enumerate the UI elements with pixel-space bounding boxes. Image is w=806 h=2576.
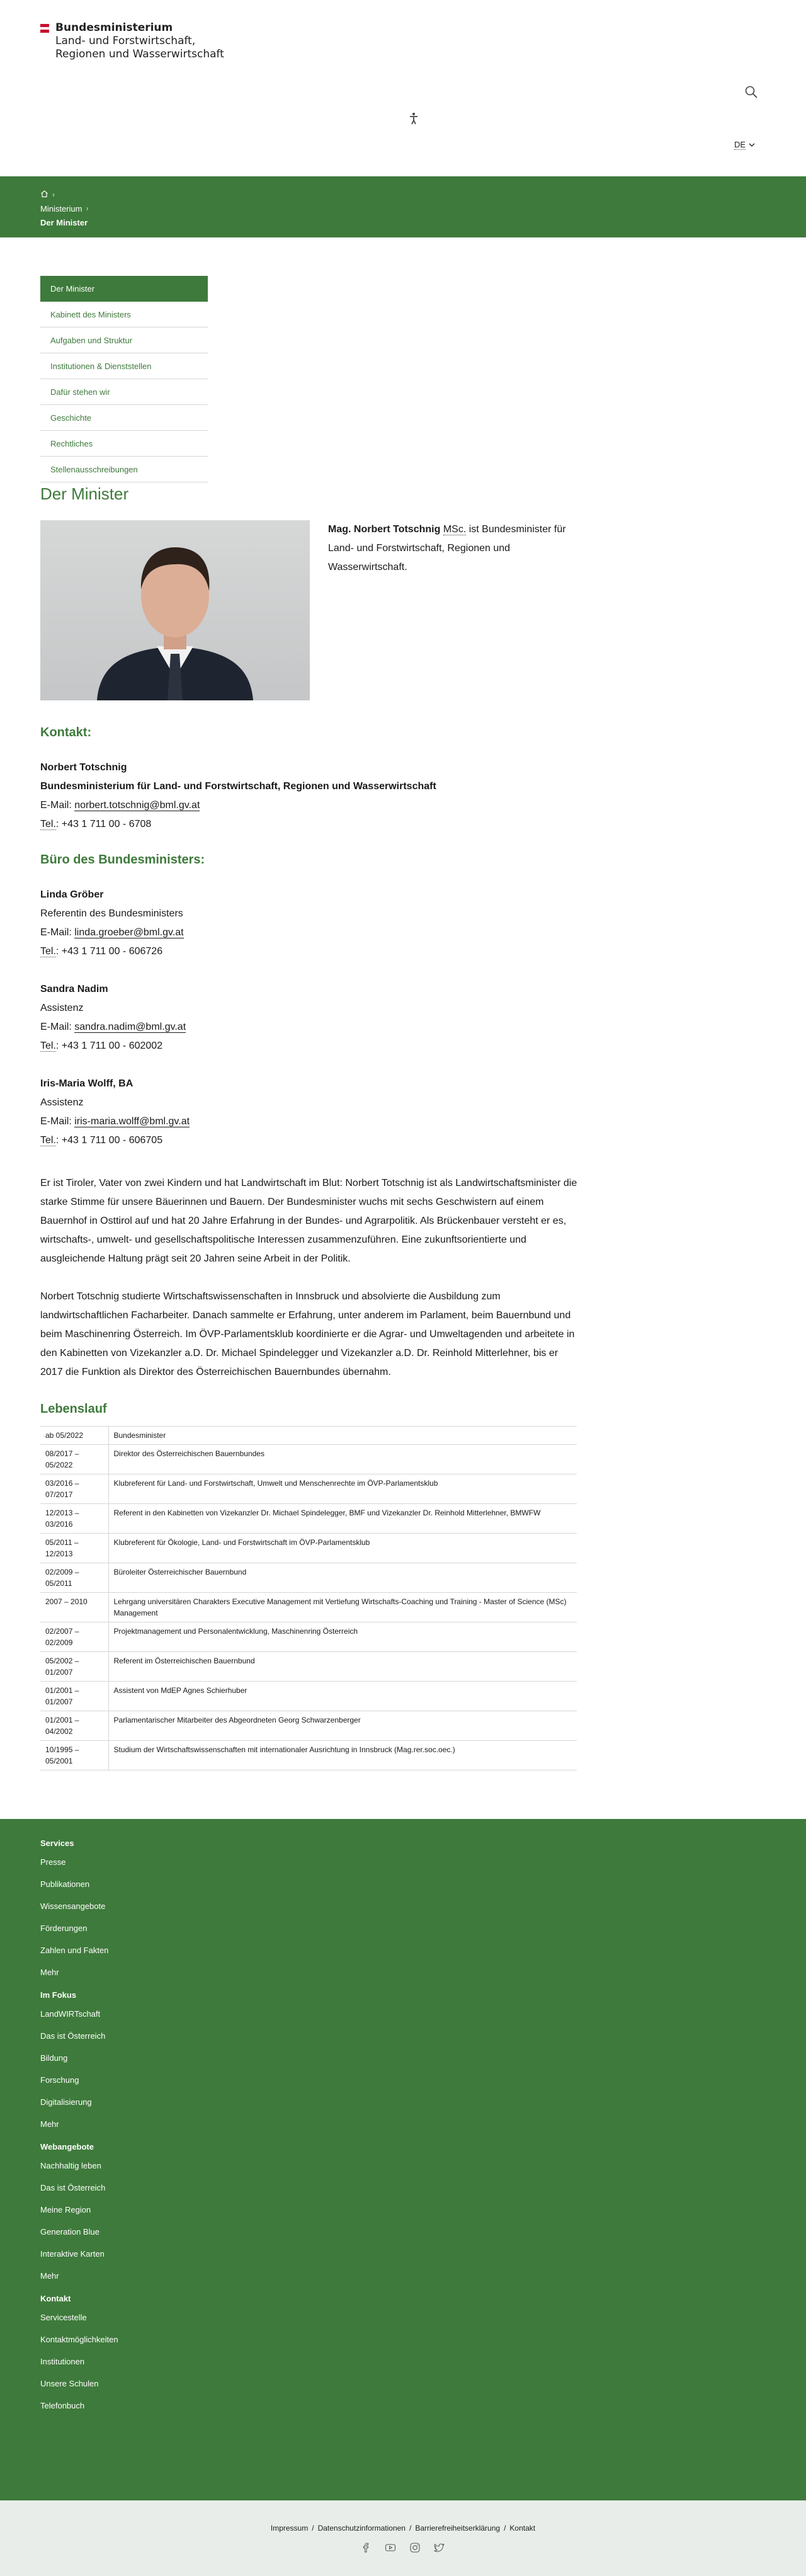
lebenslauf-heading: Lebenslauf [40, 1402, 107, 1416]
breadcrumb [0, 176, 806, 237]
email-label: E-Mail: [40, 927, 75, 938]
staff-tel-row [40, 942, 582, 961]
site-footer [0, 1819, 806, 2500]
email-link[interactable]: linda.groeber@bml.gv.at [74, 927, 184, 938]
minister-contact [40, 758, 582, 834]
sidenav-item-dafuer[interactable]: Dafür stehen wir [40, 379, 208, 405]
footer-link[interactable]: Forschung [40, 2075, 79, 2085]
minister-intro [328, 520, 580, 577]
cv-date: 02/2007 – 02/2009 [40, 1622, 108, 1652]
table-row [40, 1622, 577, 1652]
footer-section-webangebote [40, 2141, 766, 2282]
lebenslauf-table [40, 1426, 577, 1770]
footer-link[interactable]: Generation Blue [40, 2227, 99, 2237]
footer-link[interactable]: Publikationen [40, 1879, 90, 1889]
sidenav-item-kabinett[interactable]: Kabinett des Ministers [40, 302, 208, 328]
table-row [40, 1563, 577, 1593]
cv-date: 2007 – 2010 [40, 1593, 108, 1622]
breadcrumb-separator: › [52, 190, 55, 199]
footer-link[interactable]: LandWIRTschaft [40, 2009, 101, 2019]
impressum-link[interactable]: Impressum [270, 2524, 309, 2533]
contact-and-bio [40, 717, 582, 1770]
table-row [40, 1652, 577, 1682]
language-code: DE [734, 140, 746, 149]
footer-link[interactable]: Presse [40, 1857, 66, 1867]
table-row [40, 1474, 577, 1504]
facebook-icon[interactable] [360, 2542, 372, 2553]
breadcrumb-current: Der Minister [40, 217, 88, 227]
staff-contact [40, 1074, 582, 1150]
tel-label: Tel. [40, 1040, 56, 1051]
footer-section-services [40, 1838, 766, 1978]
cv-text: Projektmanagement und Personalentwicklung, Maschinenring Österreich [108, 1622, 577, 1652]
footer-link[interactable]: Digitalisierung [40, 2097, 92, 2107]
link-separator: / [409, 2524, 412, 2533]
staff-tel-row [40, 1037, 582, 1056]
breadcrumb-separator: › [86, 204, 89, 213]
footer-heading: Kontakt [40, 2294, 71, 2303]
footer-link[interactable]: Mehr [40, 1968, 59, 1977]
footer-link[interactable]: Förderungen [40, 1923, 88, 1933]
cv-text: Lehrgang universitären Charakters Executive Management mit Vertiefung Wirtschafts-Coaching und Training - Master of Science (MSc) Management [108, 1593, 577, 1622]
search-icon[interactable] [744, 84, 759, 100]
tel-number: : +43 1 711 00 - 6708 [55, 819, 152, 829]
page-title: Der Minister [40, 484, 129, 503]
cv-date: 12/2013 – 03/2016 [40, 1504, 108, 1534]
language-selector[interactable] [734, 140, 755, 150]
staff-role: Assistenz [40, 1097, 84, 1108]
footer-link[interactable]: Das ist Österreich [40, 2183, 106, 2192]
footer-link[interactable]: Servicestelle [40, 2313, 87, 2322]
breadcrumb-ministerium[interactable]: Ministerium [40, 203, 82, 214]
footer-link[interactable]: Nachhaltig leben [40, 2161, 101, 2170]
footer-section-im-fokus [40, 1990, 766, 2130]
cv-text: Studium der Wirtschaftswissenschaften mit internationaler Ausrichtung in Innsbruck (Mag.rer.soc.oec.) [108, 1741, 577, 1770]
site-header [0, 0, 806, 176]
table-row [40, 1427, 577, 1445]
cv-text: Referent im Österreichischen Bauernbund [108, 1652, 577, 1682]
footer-heading: Webangebote [40, 2142, 94, 2151]
cv-text: Assistent von MdEP Agnes Schierhuber [108, 1682, 577, 1711]
tel-label: Tel. [40, 1135, 56, 1146]
footer-link[interactable]: Mehr [40, 2271, 59, 2281]
contact-org: Bundesministerium für Land- und Forstwirtschaft, Regionen und Wasserwirtschaft [40, 781, 436, 792]
cv-text: Bundesminister [108, 1427, 577, 1445]
staff-name: Sandra Nadim [40, 984, 108, 994]
staff-name: Linda Gröber [40, 889, 104, 900]
staff-role: Assistenz [40, 1003, 84, 1013]
cv-text: Referent in den Kabinetten von Vizekanzler Dr. Michael Spindelegger, BMF und Vizekanzler Dr. Reinhold Mitterlehner, BMWFW [108, 1504, 577, 1534]
intro-msc: MSc. [443, 524, 467, 535]
austria-flag-icon [40, 24, 49, 33]
footer-heading: Services [40, 1838, 74, 1848]
staff-email-row [40, 1018, 582, 1037]
sidenav-item-stellen[interactable]: Stellenausschreibungen [40, 457, 208, 482]
tel-label: Tel. [40, 946, 56, 957]
tel-number: : +43 1 711 00 - 602002 [55, 1040, 163, 1051]
kontakt-link[interactable]: Kontakt [509, 2524, 536, 2533]
tel-label: Tel. [40, 819, 56, 829]
ministry-logo[interactable] [40, 21, 224, 61]
datenschutz-link[interactable]: Datenschutzinformationen [317, 2524, 406, 2533]
logo-line-1: Bundesministerium [55, 21, 173, 34]
link-separator: / [504, 2524, 506, 2533]
footer-link[interactable]: Meine Region [40, 2205, 91, 2214]
youtube-icon[interactable] [385, 2542, 396, 2553]
instagram-icon[interactable] [409, 2542, 421, 2553]
sidenav-item-rechtliches[interactable]: Rechtliches [40, 431, 208, 457]
cv-date: ab 05/2022 [40, 1427, 108, 1445]
staff-tel-row [40, 1131, 582, 1150]
twitter-icon[interactable] [434, 2542, 445, 2553]
sidenav-item-geschichte[interactable]: Geschichte [40, 405, 208, 431]
cv-date: 05/2002 – 01/2007 [40, 1652, 108, 1682]
cv-text: Klubreferent für Land- und Forstwirtschaft, Umwelt und Menschenrechte im ÖVP-Parlamentsklub [108, 1474, 577, 1504]
sidenav-item-aufgaben[interactable]: Aufgaben und Struktur [40, 328, 208, 353]
main-content [40, 481, 577, 506]
cv-text: Direktor des Österreichischen Bauernbundes [108, 1445, 577, 1474]
tel-number: : +43 1 711 00 - 606726 [55, 946, 163, 957]
footer-link[interactable]: Unsere Schulen [40, 2379, 99, 2388]
table-row [40, 1445, 577, 1474]
footer-link[interactable]: Mehr [40, 2119, 59, 2129]
home-icon[interactable] [40, 190, 48, 200]
footer-section-kontakt [40, 2293, 766, 2412]
footer-link[interactable]: Wissensangebote [40, 1901, 106, 1911]
email-label: E-Mail: [40, 800, 75, 811]
sidenav-item-der-minister[interactable]: Der Minister [40, 276, 208, 302]
legal-links [0, 2524, 806, 2533]
contact-email-row [40, 796, 582, 815]
email-label: E-Mail: [40, 1022, 75, 1032]
staff-email-row [40, 1112, 582, 1131]
contact-tel-row [40, 815, 582, 834]
kontakt-heading: Kontakt: [40, 726, 92, 739]
table-row [40, 1741, 577, 1770]
footer-bottom-bar [0, 2500, 806, 2576]
logo-text [55, 21, 224, 61]
footer-link[interactable]: Bildung [40, 2053, 68, 2063]
staff-contact [40, 980, 582, 1056]
email-link[interactable]: sandra.nadim@bml.gv.at [74, 1022, 186, 1032]
table-row [40, 1682, 577, 1711]
email-link[interactable]: iris-maria.wolff@bml.gv.at [74, 1116, 190, 1127]
staff-name: Iris-Maria Wolff, BA [40, 1078, 133, 1089]
cv-date: 10/1995 – 05/2001 [40, 1741, 108, 1770]
contact-name: Norbert Totschnig [40, 762, 127, 773]
bio-paragraph-2: Norbert Totschnig studierte Wirtschaftswissenschaften in Innsbruck und absolvierte die Ausbildung zum landwirtschaftlichen Facharbeiter. Danach sammelte er Erfahrung, unter anderem im Parlament, beim Bauernbund und beim Maschinenring Österreich. Im ÖVP-Parlamentsklub koordinierte er die Agrar- und Umweltagenden und arbeitete in den Kabinetten von Vizekanzler a.D. Dr. Michael Spindelegger und Vizekanzler a.D. Dr. Reinhold Mitterlehner, bis er 2017 die Funktion als Direktor des Österreichischen Bauernbundes übernahm. [40, 1291, 575, 1377]
minister-portrait [40, 520, 310, 700]
footer-link[interactable]: Das ist Österreich [40, 2031, 106, 2041]
link-separator: / [312, 2524, 314, 2533]
cv-date: 03/2016 – 07/2017 [40, 1474, 108, 1504]
email-link[interactable]: norbert.totschnig@bml.gv.at [74, 800, 200, 811]
footer-link[interactable]: Interaktive Karten [40, 2249, 105, 2259]
table-row [40, 1504, 577, 1534]
cv-date: 08/2017 – 05/2022 [40, 1445, 108, 1474]
intro-name: Mag. Norbert Totschnig [328, 524, 441, 535]
cv-text: Parlamentarischer Mitarbeiter des Abgeordneten Georg Schwarzenberger [108, 1711, 577, 1741]
cv-date: 05/2011 – 12/2013 [40, 1534, 108, 1563]
cv-date: 01/2001 – 04/2002 [40, 1711, 108, 1741]
footer-link[interactable]: Kontaktmöglichkeiten [40, 2335, 118, 2344]
footer-heading: Im Fokus [40, 1990, 77, 2000]
staff-contact [40, 886, 582, 961]
social-links [360, 2542, 445, 2553]
bio-paragraph-1: Er ist Tiroler, Vater von zwei Kindern und hat Landwirtschaft im Blut: Norbert Totschnig ist als Landwirtschaftsminister die starke Stimme für unsere Bäuerinnen und Bauern. Der Bundesminister wuchs mit sechs Geschwistern auf einem Bauernhof in Osttirol auf und hat 20 Jahre Erfahrung in der Bundes- und Agrarpolitik. Als Brückenbauer versteht er es, wirtschafts-, umwelt- und gesellschaftspolitische Interessen zusammenzuführen. Eine zukunftsorientierte und ausgleichende Haltung prägt seit 20 Jahren seine Arbeit in der Politik. [40, 1178, 577, 1264]
table-row [40, 1593, 577, 1622]
staff-role: Referentin des Bundesministers [40, 908, 183, 919]
footer-link[interactable]: Institutionen [40, 2357, 85, 2366]
chevron-down-icon [749, 142, 755, 147]
footer-link[interactable]: Zahlen und Fakten [40, 1946, 109, 1955]
buero-heading: Büro des Bundesministers: [40, 853, 205, 867]
cv-date: 01/2001 – 01/2007 [40, 1682, 108, 1711]
email-label: E-Mail: [40, 1116, 75, 1127]
cv-text: Klubreferent für Ökologie, Land- und Forstwirtschaft im ÖVP-Parlamentsklub [108, 1534, 577, 1563]
intro-text: ist Bundesminister für Land- und Forstwirtschaft, Regionen und Wasserwirtschaft. [328, 524, 566, 573]
table-row [40, 1534, 577, 1563]
table-row [40, 1711, 577, 1741]
staff-email-row [40, 923, 582, 942]
cv-date: 02/2009 – 05/2011 [40, 1563, 108, 1593]
side-navigation [40, 276, 208, 482]
cv-text: Büroleiter Österreichischer Bauernbund [108, 1563, 577, 1593]
footer-link[interactable]: Telefonbuch [40, 2401, 85, 2410]
sidenav-item-institutionen[interactable]: Institutionen & Dienststellen [40, 353, 208, 379]
logo-line-2: Land- und Forstwirtschaft, [55, 35, 196, 47]
logo-line-3: Regionen und Wasserwirtschaft [55, 48, 224, 60]
barrierefreiheit-link[interactable]: Barrierefreiheitserklärung [415, 2524, 501, 2533]
tel-number: : +43 1 711 00 - 606705 [55, 1135, 163, 1146]
accessibility-icon[interactable] [407, 111, 421, 125]
